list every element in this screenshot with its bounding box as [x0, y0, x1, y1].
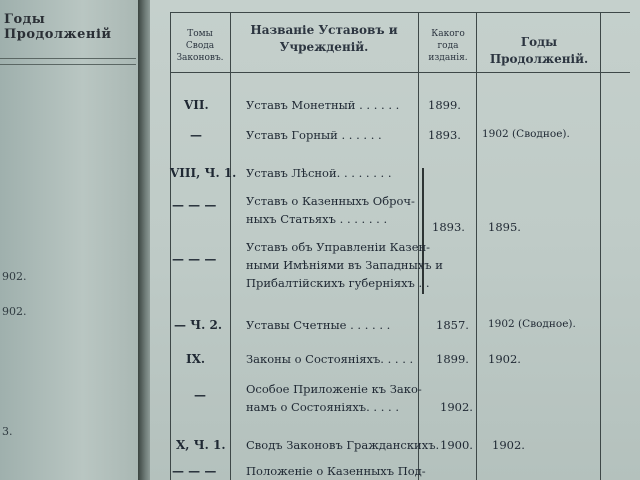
book-gutter — [138, 0, 150, 480]
column-divider — [476, 12, 477, 480]
table-left-border — [170, 12, 171, 480]
header-volumes: Томы Свода Законовъ. — [176, 29, 224, 63]
row-continuation: 1902. — [488, 352, 521, 366]
row-title: ными Имѣніями въ Западныхъ и — [246, 258, 443, 272]
row-volume: — — [190, 128, 202, 142]
column-divider — [230, 12, 231, 480]
row-continuation: 1902 (Сводное). — [488, 318, 576, 330]
header-title: Названіе Уставовъ и Учрежденій. — [250, 23, 398, 54]
row-volume: IX. — [186, 352, 206, 366]
row-volume: — Ч. 2. — [174, 318, 223, 332]
row-year: 1893. — [432, 220, 465, 234]
row-year: 1902. — [440, 400, 473, 414]
row-volume: — — — — [172, 198, 217, 212]
row-volume: — — — — [172, 464, 217, 478]
row-title: Уставы Счетные . . . . . . — [246, 318, 391, 332]
row-title: Уставъ Горный . . . . . . — [246, 128, 382, 142]
row-title: Уставъ объ Управленіи Казен- — [246, 240, 431, 254]
row-title: Уставъ о Казенныхъ Оброч- — [246, 194, 415, 208]
row-continuation: 1902 (Сводное). — [482, 128, 570, 140]
row-title: намъ о Состояніяхъ. . . . . — [246, 400, 400, 414]
row-volume: — — — — [172, 252, 217, 266]
row-year: 1857. — [436, 318, 469, 332]
left-page — [0, 0, 140, 480]
row-year: 1900. — [440, 438, 473, 452]
right-page — [150, 0, 640, 480]
left-page-header: Годы Продолженій — [4, 12, 112, 42]
laws-table — [170, 12, 630, 480]
table-right-border — [600, 12, 601, 480]
row-volume: VII. — [184, 98, 209, 112]
row-title: Особое Приложеніе къ Зако- — [246, 382, 422, 396]
row-title: Прибалтійскихъ губерніяхъ . . — [246, 276, 430, 290]
row-continuation: 1895. — [488, 220, 521, 234]
header-edition-year: Какого года изданія. — [428, 29, 468, 63]
header-continuation-years: Годы Продолженій. — [489, 35, 589, 66]
left-page-rule — [0, 58, 136, 59]
left-page-fragment: 3. — [2, 425, 13, 438]
row-year: 1899. — [428, 98, 461, 112]
left-page-rule — [0, 64, 136, 65]
row-year: 1893. — [428, 128, 461, 142]
left-page-fragment: 902. — [2, 270, 27, 283]
row-title: Законы о Состояніяхъ. . . . . — [246, 352, 414, 366]
row-title: Сводъ Законовъ Гражданскихъ. — [246, 438, 440, 452]
table-top-rule — [170, 12, 630, 13]
row-volume: — — [194, 388, 206, 402]
row-title: Положеніе о Казенныхъ Под- — [246, 464, 426, 478]
row-volume: VIII, Ч. 1. — [170, 166, 237, 180]
row-title: Уставъ Лѣсной. . . . . . . . — [246, 166, 392, 180]
row-title: Уставъ Монетный . . . . . . — [246, 98, 400, 112]
left-page-fragment: 902. — [2, 305, 27, 318]
table-header-rule — [170, 72, 630, 73]
row-year: 1899. — [436, 352, 469, 366]
row-continuation: 1902. — [492, 438, 525, 452]
row-title: ныхъ Статьяхъ . . . . . . . — [246, 212, 388, 226]
row-volume: X, Ч. 1. — [176, 438, 226, 452]
